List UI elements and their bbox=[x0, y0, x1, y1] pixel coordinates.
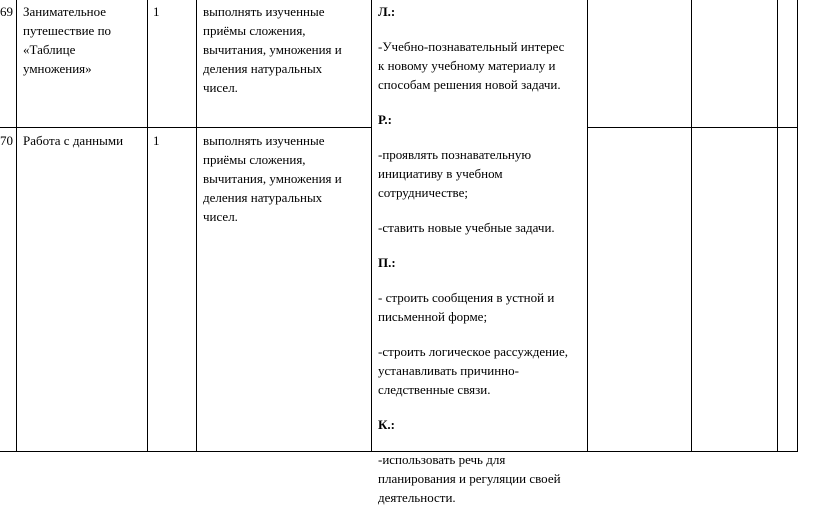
content-line: вычитания, умножения и bbox=[203, 42, 342, 57]
column-border bbox=[797, 0, 798, 452]
row-number: 69 bbox=[0, 4, 13, 19]
content-line: приёмы сложения, bbox=[203, 23, 306, 38]
cognitive-line: - строить сообщения в устной и bbox=[378, 290, 555, 305]
lesson-content-70 bbox=[203, 131, 342, 226]
topic-line: путешествие по bbox=[23, 23, 112, 38]
cognitive-line: устанавливать причинно- bbox=[378, 363, 519, 378]
hours-value: 1 bbox=[153, 4, 160, 19]
communicative-line: -использовать речь для bbox=[378, 452, 506, 467]
uud-cell bbox=[378, 2, 568, 507]
lesson-content-69 bbox=[203, 2, 342, 97]
personal-line: к новому учебному материалу и bbox=[378, 58, 556, 73]
regulative-heading: Р.: bbox=[378, 112, 392, 127]
personal-line: способам решения новой задачи. bbox=[378, 77, 561, 92]
hours-value: 1 bbox=[153, 133, 160, 148]
row-border bbox=[0, 127, 372, 128]
content-line: приёмы сложения, bbox=[203, 152, 306, 167]
content-line: деления натуральных bbox=[203, 190, 323, 205]
regulative-line: инициативу в учебном bbox=[378, 166, 503, 181]
cognitive-line: -строить логическое рассуждение, bbox=[378, 344, 569, 359]
regulative-line: -ставить новые учебные задачи. bbox=[378, 220, 555, 235]
row-border bbox=[587, 127, 798, 128]
topic-line: Занимательное bbox=[23, 4, 107, 19]
cognitive-line: следственные связи. bbox=[378, 382, 491, 397]
column-border bbox=[691, 0, 692, 452]
lesson-topic-70 bbox=[23, 131, 123, 150]
content-line: деления натуральных bbox=[203, 61, 323, 76]
communicative-line: деятельности. bbox=[378, 490, 456, 505]
topic-line: умножения» bbox=[23, 61, 92, 76]
column-border bbox=[777, 0, 778, 452]
cognitive-line: письменной форме; bbox=[378, 309, 488, 324]
column-border bbox=[196, 0, 197, 452]
communicative-heading: К.: bbox=[378, 417, 396, 432]
regulative-line: -проявлять познавательную bbox=[378, 147, 532, 162]
topic-line: Работа с данными bbox=[23, 133, 124, 148]
row-number: 70 bbox=[0, 133, 13, 148]
lesson-hours-70 bbox=[153, 131, 160, 150]
row-number-69 bbox=[0, 2, 13, 21]
content-line: выполнять изученные bbox=[203, 133, 325, 148]
content-line: выполнять изученные bbox=[203, 4, 325, 19]
communicative-line: планирования и регуляции своей bbox=[378, 471, 561, 486]
row-number-70 bbox=[0, 131, 13, 150]
column-border bbox=[147, 0, 148, 452]
personal-heading: Л.: bbox=[378, 4, 396, 19]
content-line: чисел. bbox=[203, 209, 238, 224]
content-line: вычитания, умножения и bbox=[203, 171, 342, 186]
topic-line: «Таблице bbox=[23, 42, 76, 57]
lesson-topic-69 bbox=[23, 2, 111, 78]
content-line: чисел. bbox=[203, 80, 238, 95]
personal-line: -Учебно-познавательный интерес bbox=[378, 39, 565, 54]
lesson-hours-69 bbox=[153, 2, 160, 21]
regulative-line: сотрудничестве; bbox=[378, 185, 469, 200]
cognitive-heading: П.: bbox=[378, 255, 396, 270]
column-border bbox=[587, 0, 588, 452]
column-border bbox=[371, 0, 372, 452]
column-border bbox=[16, 0, 17, 452]
